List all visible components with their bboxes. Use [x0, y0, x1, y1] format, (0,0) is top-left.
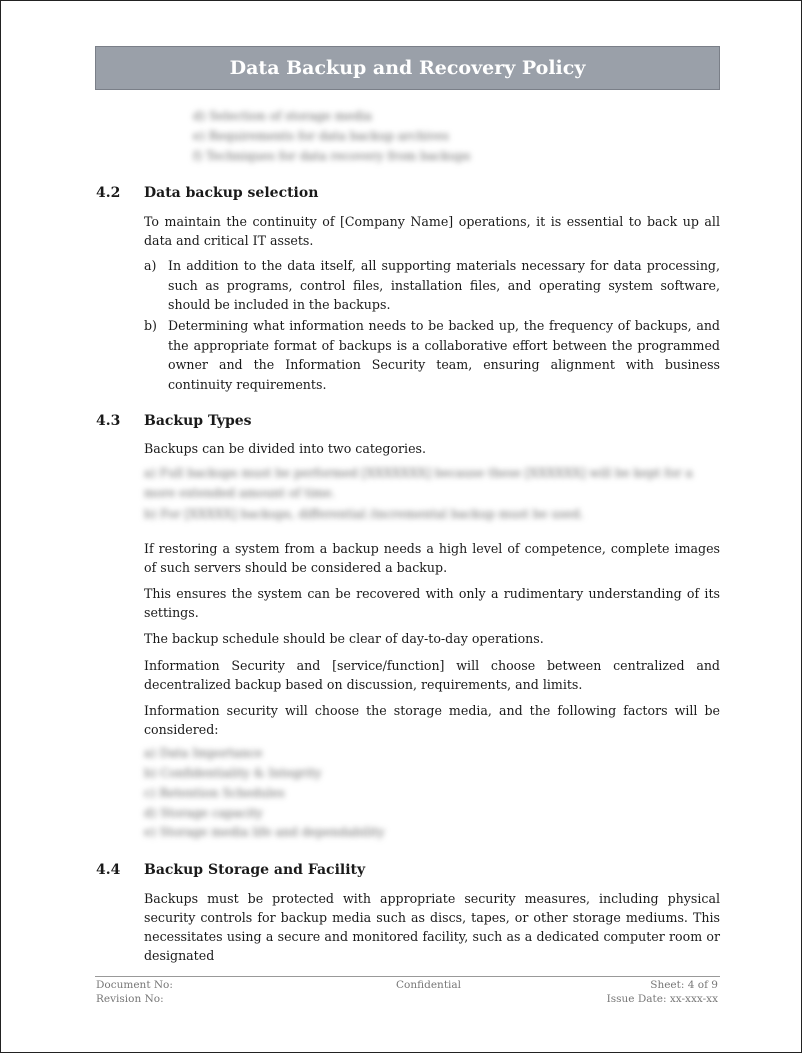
section-heading: Data backup selection: [144, 185, 319, 201]
paragraph: If restoring a system from a backup needs a high level of competence, complete images of such servers should be considered a backup.: [144, 541, 720, 575]
blurred-list-item: a) Full backups must be performed [XXXXXXX] because these [XXXXXX] will be kept for a: [144, 466, 693, 480]
footer-confidential: Confidential: [396, 979, 462, 991]
blurred-list-item: b) Confidentiality & Integrity: [144, 766, 322, 780]
list-item: [144, 316, 720, 394]
blurred-list-item: e) Storage media life and dependability: [144, 825, 385, 839]
footer-revision-no: Revision No:: [96, 993, 164, 1005]
list-item: [144, 256, 720, 315]
section-number: 4.4: [96, 862, 121, 878]
blurred-list-item: d) Storage capacity: [144, 806, 263, 820]
list-item-label: a): [144, 258, 157, 273]
blurred-list-item: d) Selection of storage media: [193, 109, 372, 123]
list-item-label: b): [144, 318, 157, 333]
document-title: Data Backup and Recovery Policy: [95, 46, 720, 90]
footer-divider: [95, 976, 720, 977]
blurred-list-item: more extended amount of time.: [144, 486, 336, 500]
footer-document-no: Document No:: [96, 979, 173, 991]
list-item-text: Determining what information needs to be backed up, the frequency of backups, and the appropriate format of backups is a collaborative effort between the programmed owner and the Information Security team, ensuring alignment with business continuity requirements.: [168, 318, 720, 392]
list-item-text: In addition to the data itself, all supporting materials necessary for data processing, such as programs, control files, installation files, and operating system software, should be included in the backups.: [168, 258, 720, 312]
paragraph: The backup schedule should be clear of day-to-day operations.: [144, 631, 544, 646]
blurred-list-item: f) Techniques for data recovery from backups: [193, 149, 471, 163]
paragraph: This ensures the system can be recovered with only a rudimentary understanding of its settings.: [144, 586, 720, 620]
paragraph: Backups must be protected with appropriate security measures, including physical security controls for backup media such as discs, tapes, or other storage mediums. This necessitates using a secure and monitored facility, such as a dedicated computer room or designated: [144, 891, 720, 963]
blurred-list-item: e) Requirements for data backup archives: [193, 129, 449, 143]
blurred-list-item: b) For [XXXXX] backups, differential /incremental backup must be used.: [144, 507, 584, 521]
paragraph: To maintain the continuity of [Company Name] operations, it is essential to back up all data and critical IT assets.: [144, 214, 720, 248]
paragraph: Backups can be divided into two categories.: [144, 441, 426, 456]
blurred-list-item: a) Data Importance: [144, 746, 263, 760]
blurred-list-item: c) Retention Schedules: [144, 786, 285, 800]
paragraph: Information Security and [service/function] will choose between centralized and decentralized backup based on discussion, requirements, and limits.: [144, 658, 720, 692]
section-number: 4.2: [96, 185, 121, 201]
section-heading: Backup Types: [144, 413, 252, 429]
section-heading: Backup Storage and Facility: [144, 862, 366, 878]
footer-issue-date: Issue Date: xx-xxx-xx: [606, 993, 718, 1005]
paragraph: Information security will choose the storage media, and the following factors will be considered:: [144, 703, 720, 737]
footer-sheet: Sheet: 4 of 9: [650, 979, 718, 991]
section-number: 4.3: [96, 413, 121, 429]
